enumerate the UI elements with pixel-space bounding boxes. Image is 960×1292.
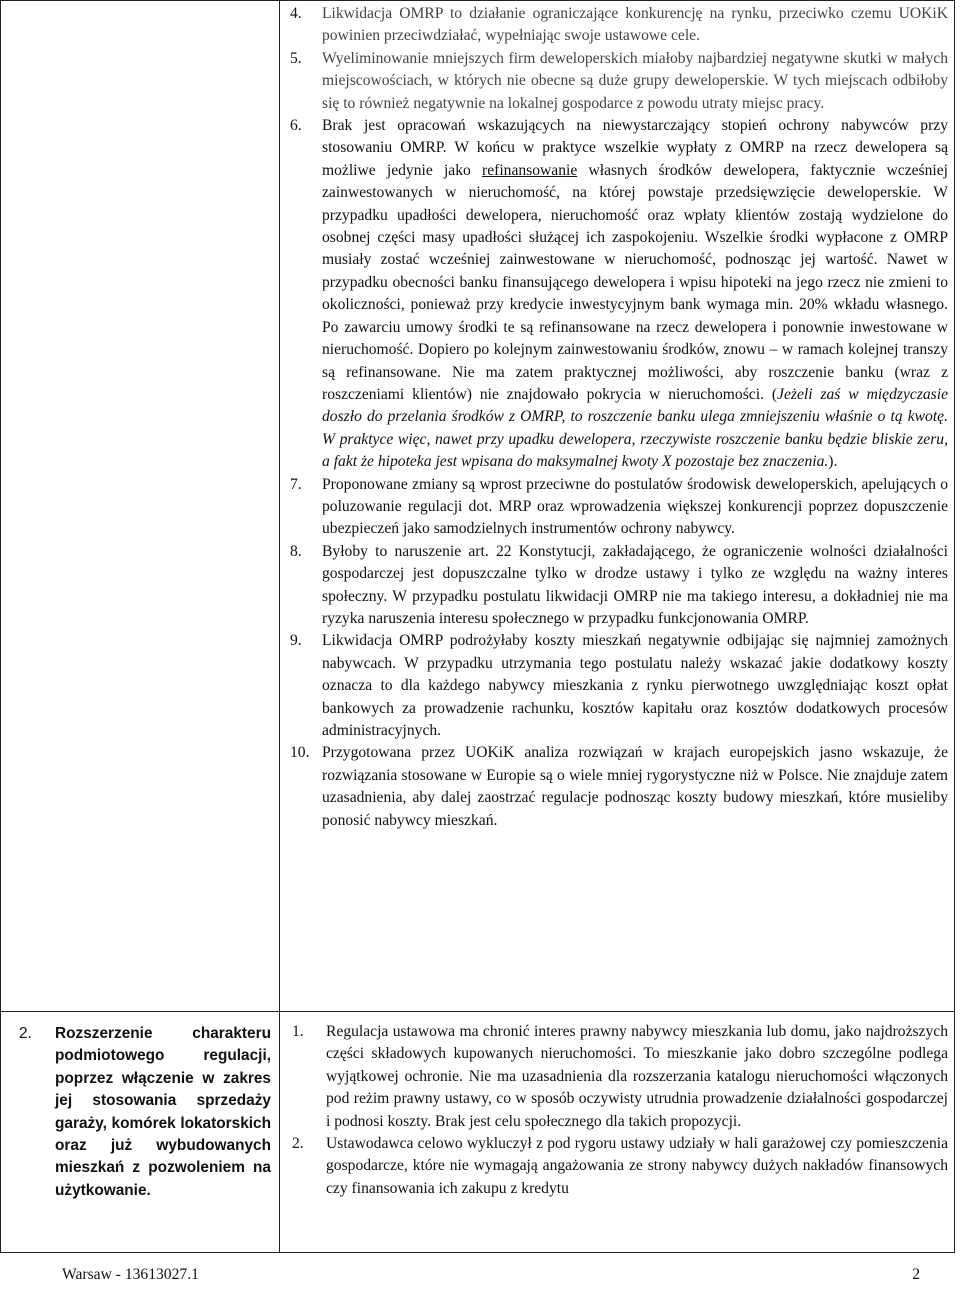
item-text: Likwidacja OMRP to działanie ograniczające konkurencję na rynku, przeciwko czemu UOKiK powinien przeciwdziałać, wypełniając swoje ustawowe cele.: [322, 5, 948, 45]
item-number: 9.: [290, 632, 302, 650]
item-number: 10.: [290, 744, 310, 762]
list-item: [290, 742, 948, 832]
list-item: [292, 1021, 948, 1133]
underlined-term: refinansowanie: [482, 161, 578, 179]
left-cell-upper: [1, 1, 280, 1012]
item-text-part: własnych środków dewelopera, faktycznie wcześniej zainwestowanych w nieruchomość, na której powstaje przedsięwzięcie deweloperskie. W przypadku upadłości dewelopera, nieruchomość oraz wpłaty klientów zostają wydzielone do osobnej części masy upadłości służącej ich zaspokojeniu. Wszelkie środki wypłacone z OMRP musiały zostać wcześniej zainwestowane w nieruchomość, podnosząc jej wartość. Nawet w przypadku obecności banku finansującego dewelopera i wpisu hipoteki na jego rzecz nie zmieni to okoliczności, ponieważ przy kredycie inwestycyjnym bank wymaga min. 20% wkładu własnego. Po zawarciu umowy środki te są refinansowane na rzecz dewelopera i ponownie inwestowane w nieruchomość. Dopiero po kolejnym zainwestowaniu środków, znowu – w ramach kolejnej transzy są refinansowane. Nie ma zatem praktycznej możliwości, aby roszczenie banku (wraz z roszczeniami klientów) nie znajdowało pokrycia w nieruchomości. (: [322, 161, 948, 403]
page-number: 2: [912, 1266, 920, 1283]
item-text: Wyeliminowanie mniejszych firm deweloperskich miałoby najbardziej negatywne skutki w małych miejscowościach, w których nie obecne są duże grupy deweloperskie. W tych miejscach odbiłoby się to również negatywnie na lokalnej gospodarce z powodu utraty miejsc pracy.: [322, 49, 948, 112]
list-item: [290, 630, 948, 742]
list-item: [290, 541, 948, 631]
item-text-part: Brak jest opracowań wskazujących na niewystarczający stopień ochrony nabywców przy stosowaniu OMRP. W końcu w praktyce wszelkie wypłaty z OMRP na rzecz dewelopera są możliwe jedynie jako: [322, 117, 948, 179]
page-footer: [62, 1266, 920, 1292]
list-item: [290, 474, 948, 541]
left-cell-lower: [1, 1012, 280, 1253]
item-number: 5.: [290, 49, 302, 67]
item-text-part: ).: [828, 453, 838, 471]
section-heading: [19, 1023, 271, 1202]
document-reference: Warsaw - 13613027.1: [62, 1266, 199, 1283]
right-cell-upper: [280, 1, 955, 1012]
list-item: [290, 3, 948, 48]
item-number: 6.: [290, 117, 302, 135]
item-text: Regulacja ustawowa ma chronić interes prawny nabywcy mieszkania lub domu, jako najdroższych części składowych kupowanych nieruchomości. To mieszkanie jako dobro szczególne podlega wyjątkowej ochronie. Nie ma uzasadnienia dla rozszerzania katalogu nieruchomości włączonych pod reżim prawny ustawy, co w sposób oczywisty utrudnia prowadzenie działalności gospodarczej i podnosi koszty. Brak jest celu społecznego dla takich propozycji.: [326, 1023, 948, 1130]
item-text: Przygotowana przez UOKiK analiza rozwiązań w krajach europejskich jasno wskazuje, że rozwiązania stosowane w Europie są o wiele mniej rygorystyczne niż w Polsce. Nie znajduje zatem uzasadnienia, aby dalej zaostrzać regulacje podnosząc koszty budowy mieszkań, które musieliby ponosić nabywcy mieszkań.: [322, 744, 948, 829]
item-number: 7.: [290, 475, 302, 493]
item-number: 8.: [290, 542, 302, 560]
item-text: Byłoby to naruszenie art. 22 Konstytucji, zakładającego, że ograniczenie wolności działalności gospodarczej jest dopuszczalne tylko w drodze ustawy i tylko ze względu na ważny interes społeczny. W przypadku postulatu likwidacji OMRP nie ma takiego interesu, a dokładniej nie ma ryzyka naruszenia interesu społecznego w przypadku funkcjonowania OMRP.: [322, 542, 948, 627]
item-text: Ustawodawca celowo wykluczył z pod rygoru ustawy udziały w hali garażowej czy pomieszczenia gospodarcze, które nie wymagają angażowania ze strony nabywcy dużych nakładów finansowych czy finansowania ich zakupu z kredytu: [326, 1135, 948, 1197]
item-number: 2.: [292, 1135, 304, 1153]
list-item: [290, 115, 948, 474]
section-title: Rozszerzenie charakteru podmiotowego regulacji, poprzez włączenie w zakres jej stosowania sprzedaży garaży, komórek lokatorskich oraz już wybudowanych mieszkań z pozwoleniem na użytkowanie.: [55, 1025, 271, 1199]
item-number: 4.: [290, 5, 302, 22]
item-text: [322, 115, 948, 474]
item-text: Likwidacja OMRP podrożyłaby koszty mieszkań negatywnie odbijając się najmniej zamożnych nabywcach. W przypadku utrzymania tego postulatu należy wskazać jakie dodatkowy koszty oznacza to dla każdego nabywcy mieszkania z rynku pierwotnego uwzględniając koszt opłat bankowych za prowadzenie rachunku, kosztów kapitału oraz kosztów dodatkowych procesów administracyjnych.: [322, 632, 948, 739]
section-number: 2.: [19, 1025, 32, 1042]
list-item: [290, 48, 948, 115]
list-item: [292, 1133, 948, 1200]
item-number: 1.: [292, 1023, 304, 1040]
item-text: Proponowane zmiany są wprost przeciwne do postulatów środowisk deweloperskich, apelujących o poluzowanie regulacji dot. MRP oraz wprowadzenia większej konkurencji poprzez dopuszczenie ubezpieczeń jako samodzielnych instrumentów ochrony nabywcy.: [322, 475, 948, 538]
italic-note: Jeżeli zaś w międzyczasie doszło do przelania środków z OMRP, to roszczenie banku ulega zmniejszeniu właśnie o tą kwotę. W praktyce więc, nawet przy upadku dewelopera, rzeczywiste roszczenie banku będzie bliskie zeru, a fakt że hipoteka jest wpisana do maksymalnej kwoty X pozostaje bez znaczenia.: [322, 385, 949, 471]
right-cell-lower: [280, 1012, 955, 1253]
